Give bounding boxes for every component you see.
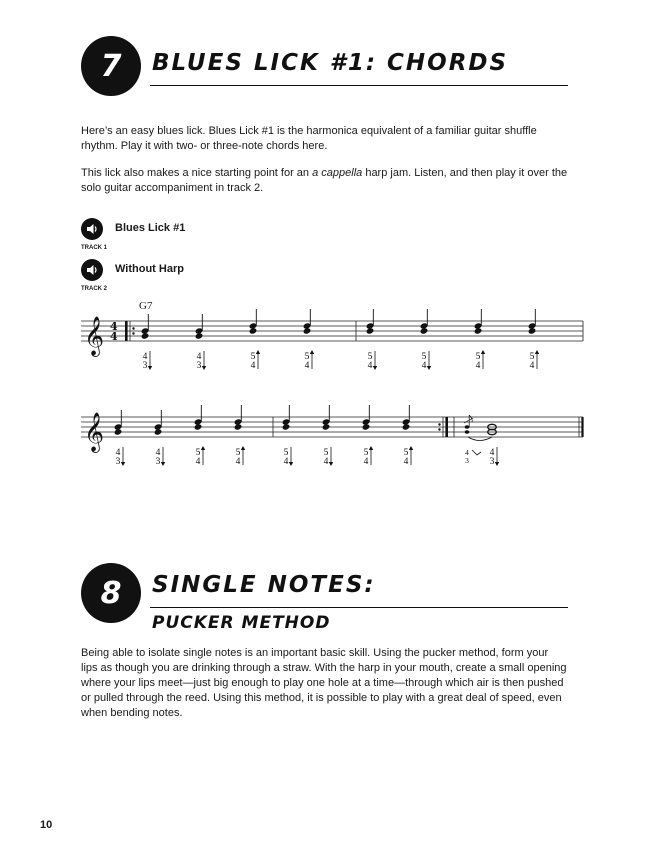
tab-hole-top: 5: [529, 352, 535, 362]
track-label: Blues Lick #1: [115, 222, 186, 234]
draw-arrow-icon: [148, 366, 152, 370]
tab-hole-top: 5: [403, 448, 409, 458]
tab-hole-bottom: 4: [283, 457, 289, 467]
lesson-number-badge-8: [81, 563, 141, 623]
tab-hole-top: 5: [421, 352, 427, 362]
text-line: lips as though you are drinking through a straw. With the harp in your mouth, create a small opening: [81, 662, 567, 674]
tab-hole-top: 5: [283, 448, 289, 458]
tab-hole-bottom: 4: [323, 457, 329, 467]
notehead: [249, 327, 258, 334]
track-number: TRACK 1: [81, 245, 108, 251]
lesson-number: 7: [100, 48, 122, 84]
title-underline-8: [150, 607, 568, 608]
tab-hole-top: 4: [489, 448, 495, 458]
tab-hole-top: 5: [323, 448, 329, 458]
tab-grace-bottom: 3: [465, 456, 469, 465]
draw-arrow-icon: [373, 366, 377, 370]
notehead: [402, 423, 411, 430]
notehead: [234, 423, 243, 430]
notehead: [141, 332, 150, 339]
tab-grace-top: 4: [465, 448, 469, 457]
time-signature-bottom: 4: [110, 330, 118, 343]
tab-hole-top: 5: [235, 448, 241, 458]
grace-notehead: [465, 425, 470, 429]
tab-hole-bottom: 4: [363, 457, 369, 467]
tab-hole-bottom: 4: [250, 361, 256, 371]
lesson-subtitle-8: PUCKER METHOD: [152, 613, 331, 633]
text-line: when bending notes.: [81, 707, 183, 719]
tab-hole-bottom: 4: [367, 361, 373, 371]
emphasis-text: a cappella: [312, 167, 363, 179]
blow-arrow-icon: [481, 350, 485, 354]
repeat-thick-bar: [445, 417, 448, 437]
lesson-number: 8: [100, 575, 122, 611]
draw-arrow-icon: [202, 366, 206, 370]
blow-arrow-icon: [310, 350, 314, 354]
repeat-thick-bar: [125, 321, 128, 341]
tab-hole-bottom: 3: [489, 457, 495, 467]
tab-hole-top: 5: [250, 352, 256, 362]
draw-arrow-icon: [495, 462, 499, 466]
tab-hole-bottom: 3: [196, 361, 202, 371]
blow-arrow-icon: [201, 446, 205, 450]
text-line: rhythm. Play it with two- or three-note chords here.: [81, 140, 328, 152]
text-line: or pulled through the reed. Using this method, it is possible to play with a great deal of speed, even: [81, 692, 562, 704]
text-line: This lick also makes a nice starting point for an a cappella harp jam. Listen, and then play it over the: [81, 167, 568, 179]
staff-system-1: [81, 309, 583, 371]
tab-hole-bottom: 4: [529, 361, 535, 371]
tab-hole-top: 4: [196, 352, 202, 362]
tab-hole-bottom: 4: [304, 361, 310, 371]
repeat-dot: [438, 428, 440, 430]
tab-hole-top: 5: [475, 352, 481, 362]
treble-clef: 𝄞: [84, 316, 105, 356]
bend-mark-icon: [472, 450, 481, 455]
text-line: Being able to isolate single notes is an important basic skill. Using the pucker method, form your: [81, 647, 549, 659]
repeat-dot: [132, 327, 134, 329]
tab-hole-top: 4: [115, 448, 121, 458]
tab-hole-top: 5: [304, 352, 310, 362]
notehead: [303, 327, 312, 334]
notehead: [362, 423, 371, 430]
tab-hole-bottom: 3: [142, 361, 148, 371]
tab-hole-top: 5: [367, 352, 373, 362]
blow-arrow-icon: [256, 350, 260, 354]
tab-hole-bottom: 3: [155, 457, 161, 467]
tab-hole-bottom: 4: [403, 457, 409, 467]
repeat-dot: [438, 423, 440, 425]
notehead: [420, 327, 429, 334]
treble-clef: 𝄞: [84, 412, 105, 452]
notehead: [282, 423, 291, 430]
tab-hole-top: 4: [142, 352, 148, 362]
notehead: [322, 423, 331, 430]
staff-system-2: [81, 405, 584, 467]
blow-arrow-icon: [535, 350, 539, 354]
tab-hole-bottom: 4: [195, 457, 201, 467]
slur: [468, 437, 492, 441]
pucker-paragraph: [81, 646, 581, 721]
chord-symbol: G7: [139, 300, 153, 312]
draw-arrow-icon: [161, 462, 165, 466]
tab-hole-bottom: 4: [475, 361, 481, 371]
tab-hole-bottom: 3: [115, 457, 121, 467]
notehead: [528, 327, 537, 334]
grace-notehead: [465, 430, 470, 434]
track-number: TRACK 2: [81, 286, 108, 292]
notehead: [194, 423, 203, 430]
lesson-title-8: SINGLE NOTES:: [152, 572, 376, 598]
draw-arrow-icon: [121, 462, 125, 466]
notehead: [474, 327, 483, 334]
draw-arrow-icon: [289, 462, 293, 466]
final-thick-bar: [581, 417, 583, 437]
draw-arrow-icon: [329, 462, 333, 466]
text-line: solo guitar accompaniment in track 2.: [81, 182, 264, 194]
notehead: [114, 428, 123, 435]
notehead: [154, 428, 163, 435]
blow-arrow-icon: [409, 446, 413, 450]
page-number: 10: [40, 819, 53, 831]
tab-hole-bottom: 4: [421, 361, 427, 371]
blow-arrow-icon: [369, 446, 373, 450]
tab-hole-top: 4: [155, 448, 161, 458]
lesson-title-7: BLUES LICK #1: CHORDS: [152, 50, 509, 76]
repeat-dot: [132, 332, 134, 334]
tab-hole-bottom: 4: [235, 457, 241, 467]
time-signature-top: 4: [110, 320, 118, 333]
text-line: Here’s an easy blues lick. Blues Lick #1 is the harmonica equivalent of a familiar guitar shuffle: [81, 125, 537, 137]
track-label: Without Harp: [115, 263, 184, 275]
notehead: [195, 332, 204, 339]
tab-hole-top: 5: [363, 448, 369, 458]
text-line: where your lips meet—just big enough to play one hole at a time—through which air is then pushed: [81, 677, 564, 689]
tab-hole-top: 5: [195, 448, 201, 458]
blow-arrow-icon: [241, 446, 245, 450]
notehead: [366, 327, 375, 334]
draw-arrow-icon: [427, 366, 431, 370]
